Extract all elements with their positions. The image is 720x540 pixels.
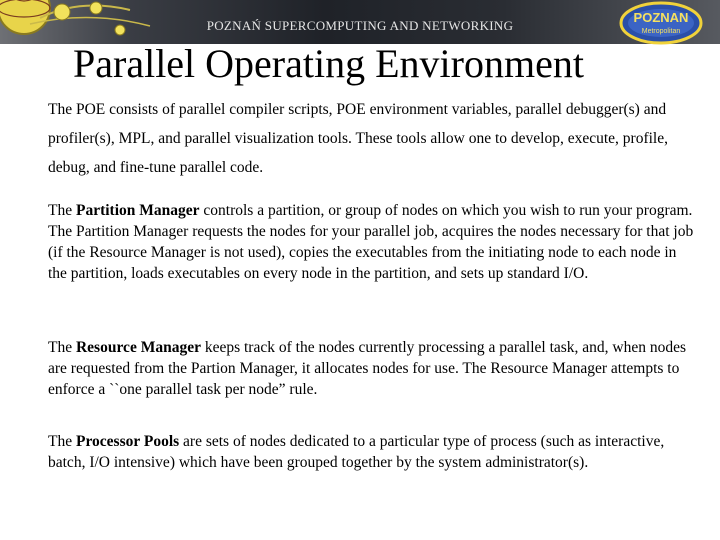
- resource-manager-term: Resource Manager: [75, 339, 201, 356]
- paragraph-lead: The: [48, 202, 76, 219]
- resource-manager-paragraph: [48, 337, 698, 400]
- partition-manager-paragraph: [48, 200, 698, 284]
- logo-text-top: POZNAN: [633, 10, 689, 25]
- organization-title: POZNAŃ SUPERCOMPUTING AND NETWORKING: [206, 18, 514, 33]
- paragraph-body: keeps track of the nodes currently processing a parallel task, and, when nodes are requested from the Partion Manager, it allocates nodes for use. The Resource Manager attempts to enforce a ``one parallel task per node” rule.: [48, 339, 687, 398]
- processor-pools-term: Processor Pools: [75, 433, 180, 450]
- partition-manager-term: Partition Manager: [75, 202, 200, 219]
- paragraph-body: are sets of nodes dedicated to a particular type of process (such as interactive, batch, I/O intensive) which have been grouped together by the system administrator(s).: [48, 433, 665, 471]
- header-band: [0, 0, 720, 44]
- intro-paragraph: The POE consists of parallel compiler scripts, POE environment variables, parallel debugger(s) and profiler(s), MPL, and parallel visualization tools. These tools allow one to develop, execute, profile, debug, and fine-tune parallel code.: [48, 101, 668, 176]
- poznan-logo-icon: [618, 0, 704, 46]
- paragraph-body: controls a partition, or group of nodes on which you wish to run your program. The Partition Manager requests the nodes for your parallel job, acquires the nodes necessary for that job (if the Resource Manager is not used), copies the executables from the initiating node to each node in the partition, loads executables on every node in the partition, and sets up standard I/O.: [48, 202, 694, 282]
- paragraph-lead: The: [48, 433, 76, 450]
- slide-title: Parallel Operating Environment: [73, 41, 584, 86]
- logo-text-bottom: Metropolitan: [641, 28, 681, 35]
- paragraph-lead: The: [48, 339, 76, 356]
- processor-pools-paragraph: [48, 431, 698, 473]
